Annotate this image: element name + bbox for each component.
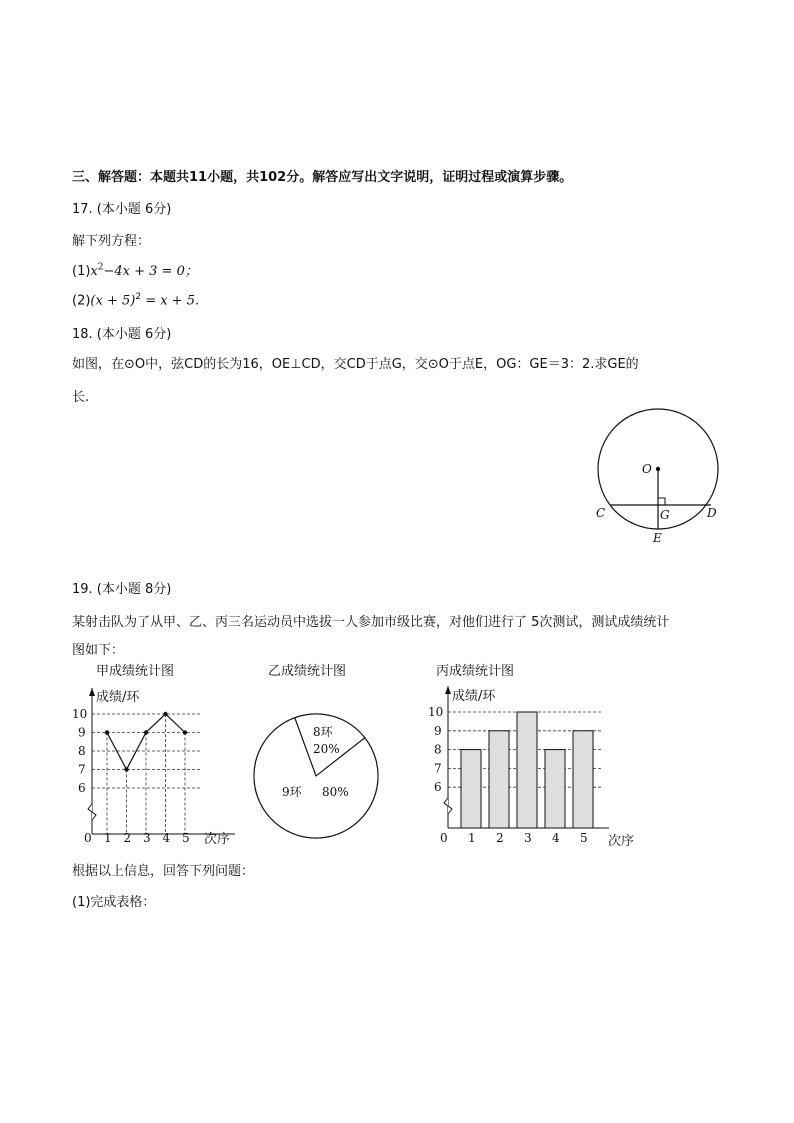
label-o: O [642, 462, 652, 476]
center-point [656, 467, 660, 471]
label-c: C [596, 506, 606, 520]
circle-figure [590, 402, 730, 552]
chart-jia-xlabel: 次序 [204, 832, 231, 847]
q19-after-text: 根据以上信息，回答下列问题： [72, 864, 255, 879]
chart-bing-bar [424, 658, 644, 858]
y-tick-label-8: 8 [434, 742, 442, 757]
q17-eq2-label: (2) [72, 293, 91, 309]
y-tick-label-7: 7 [434, 761, 442, 776]
pie-slice-8-percent: 20% [313, 742, 340, 756]
bar-1 [461, 750, 481, 828]
q17-equation-1 [72, 260, 198, 279]
y-tick-label-6: 6 [78, 781, 86, 795]
q19-title: 19. (本小题 8分) [72, 582, 172, 597]
x-tick-label-5: 5 [182, 831, 190, 845]
chart-jia-line [70, 658, 260, 853]
q17-title: 17. (本小题 6分) [72, 202, 172, 217]
bar-4 [545, 750, 565, 828]
data-point-4 [163, 712, 167, 716]
q19-line-1: 某射击队为了从甲、乙、丙三名运动员中选拔一人参加市级比赛，对他们进行了 5次测试，测试成绩统计 [72, 615, 670, 630]
label-e: E [653, 531, 662, 545]
chart-yi-pie [248, 658, 398, 843]
chart-yi-title: 乙成绩统计图 [268, 664, 347, 679]
y-tick-label-7: 7 [78, 762, 86, 777]
bar-2 [489, 731, 509, 828]
right-angle-mark [658, 498, 665, 505]
data-point-5 [183, 730, 187, 734]
data-point-1 [105, 730, 109, 734]
x-tick-label-5: 5 [580, 831, 588, 845]
y-tick-label-8: 8 [78, 744, 86, 758]
x-tick-label-1: 1 [104, 831, 112, 845]
q19-line-2: 图如下： [72, 643, 125, 658]
chart-bing-origin: 0 [440, 831, 448, 845]
bar-5 [573, 731, 593, 828]
q17-eq1-var: $x^2$ [90, 262, 104, 279]
chart-bing-title: 丙成绩统计图 [436, 664, 515, 679]
axis-break-mark [88, 804, 96, 820]
y-axis-arrow [445, 686, 451, 694]
data-point-3 [144, 730, 148, 734]
q18-line-1: 如图，在⊙O中，弦CD的长为16，OE⊥CD，交CD于点G，交⊙O于点E，OG：GE＝3：2.求GE的 [72, 357, 639, 372]
pie-slice-9-label: 9环 [282, 785, 302, 799]
y-tick-label-6: 6 [434, 780, 442, 795]
chart-jia-title: 甲成绩统计图 [96, 664, 175, 679]
q18-line-2: 长. [72, 390, 90, 405]
label-d: D [707, 506, 717, 520]
q17-prompt: 解下列方程： [72, 234, 151, 249]
label-g: G [660, 508, 670, 522]
q19-sub-1: (1)完成表格： [72, 895, 156, 910]
q17-equation-2 [72, 292, 199, 308]
q17-eq1-label: (1) [72, 264, 91, 279]
chart-jia-ylabel: 成绩/环 [96, 690, 140, 705]
x-tick-label-4: 4 [552, 831, 560, 845]
x-tick-label-1: 1 [468, 831, 476, 845]
series-line [107, 714, 185, 770]
x-tick-label-3: 3 [524, 831, 532, 845]
chart-jia-origin: 0 [84, 831, 92, 845]
q17-eq2-expr: (x + 5) [90, 293, 136, 309]
y-tick-label-9: 9 [434, 723, 442, 738]
q17-eq2-exp: 2 [135, 292, 142, 302]
y-tick-label-9: 9 [78, 725, 86, 740]
y-axis-arrow [89, 688, 95, 696]
y-tick-label-10: 10 [428, 705, 444, 719]
chart-bing-xlabel: 次序 [608, 834, 635, 849]
section-header: 三、解答题：本题共11小题，共102分。解答应写出文字说明，证明过程或演算步骤。 [72, 170, 573, 185]
axis-break-mark [444, 798, 452, 814]
y-tick-label-10: 10 [72, 707, 88, 721]
chart-bing-ylabel: 成绩/环 [452, 689, 496, 704]
q17-eq2-tail: = x + 5. [141, 293, 200, 309]
q18-title: 18. (本小题 6分) [72, 327, 172, 342]
bar-3 [517, 712, 537, 828]
x-tick-label-2: 2 [496, 831, 504, 845]
data-point-2 [124, 767, 128, 771]
q17-eq1-tail: −4x + 3 = 0； [103, 264, 198, 279]
x-tick-label-4: 4 [162, 831, 171, 845]
pie-slice-9-percent: 80% [322, 785, 349, 799]
pie-slice-8-label: 8环 [313, 725, 333, 739]
x-tick-label-2: 2 [123, 831, 132, 845]
x-tick-label-3: 3 [143, 831, 151, 845]
